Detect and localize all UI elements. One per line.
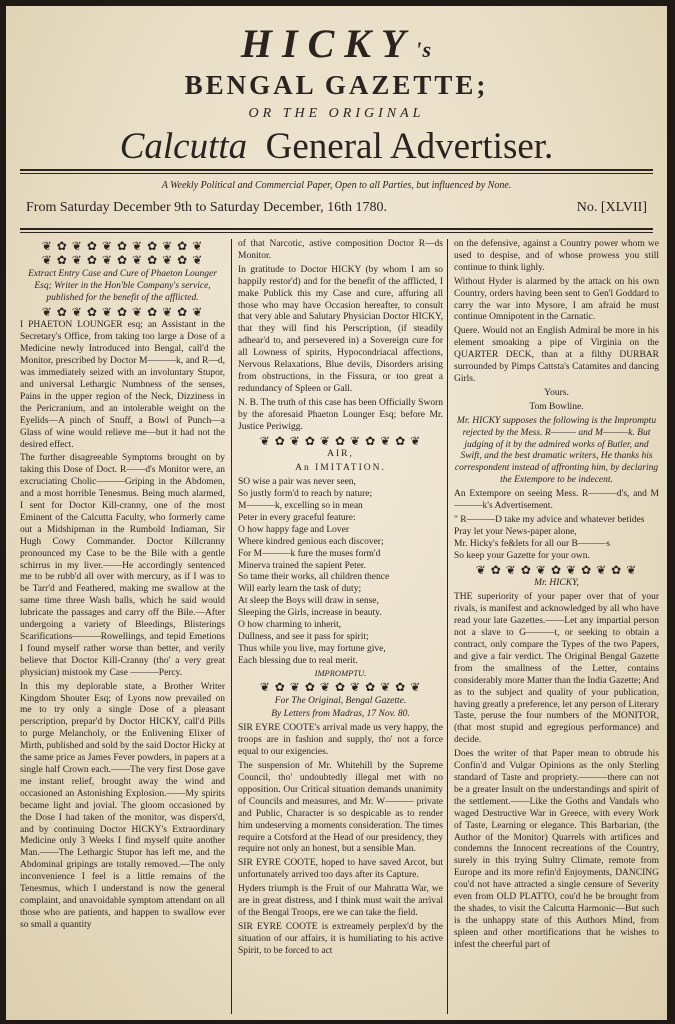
verse-line: Pray let your News-paper alone, — [454, 526, 577, 537]
issue-number: No. [XLVII] — [576, 200, 647, 215]
article-paragraph: SIR EYRE COOTE, hoped to have saved Arcot, but unfortunately arrived too days after its Capture. — [238, 858, 443, 881]
poem-line: Sleeping the Girls, increase in beauty. — [238, 608, 382, 619]
poem-line: O how happy fage and Lover — [238, 524, 350, 535]
column-divider — [231, 239, 232, 1014]
poem-line: Minerva trained the sapient Peter. — [238, 560, 366, 571]
verse — [454, 515, 659, 563]
letter-heading: Mr. HICKY, — [534, 578, 579, 589]
article-heading: Extract Entry Case and Cure of Phaeton Lounger Esq; Writer in the Hon'ble Company's service, published for the benefit of the afflicted. — [28, 268, 217, 303]
poem-line: Thus while you live, may fortune give, — [238, 643, 386, 654]
ornament-border: ❦ ✿ ❦ ✿ ❦ ✿ ❦ ✿ ❦ ✿ ❦ — [41, 304, 204, 319]
masthead-general-advertiser: General Advertiser. — [265, 126, 554, 167]
poem-line: Will early learn the task of duty; — [238, 584, 362, 595]
masthead-rule-thin — [20, 173, 653, 174]
poem — [238, 477, 443, 668]
masthead-rule — [20, 169, 653, 171]
article-paragraph: N. B. The truth of this case has been Officially Sworn by the aforesaid Phaeton Lounger Esq; before Mr. Justice Periwigg. — [238, 397, 443, 432]
article-paragraph: Quere. Would not an English Admiral be more in his element smoaking a pipe of Virginia on the QUARTER DECK, than at a filthy DURBAR surrounded by Pimps Cattsta's Catamites and dancing Girls. — [454, 326, 659, 384]
poem-heading: AIR, — [327, 449, 354, 460]
dateline-rule-thin — [20, 232, 653, 233]
column-2 — [238, 239, 443, 1019]
date-range: From Saturday December 9th to Saturday December, 16th 1780. — [26, 200, 388, 215]
poem-line: Dullness, and see it pass for spirit; — [238, 632, 369, 642]
poem-subheading: An IMITATION. — [295, 463, 386, 474]
article-paragraph: of that Narcotic, astive composition Doctor R—ds Monitor. — [238, 239, 443, 261]
column-1 — [20, 239, 225, 1019]
tagline: A Weekly Political and Commercial Paper, Open to all Parties, but influenced by None. — [161, 180, 512, 191]
article-paragraph: SIR EYRE COOTE is extreamely perplex'd by the situation of our affairs, it is humiliating to his active Spirit, to be forced to act — [238, 921, 443, 956]
newspaper-page — [6, 6, 667, 1020]
masthead-calcutta: Calcutta — [119, 126, 248, 167]
verse-line: So keep your Gazette for your own. — [454, 550, 590, 561]
masthead-hicky: HICKY — [240, 21, 416, 66]
poem-line: For M———k fure the muses form'd — [238, 548, 381, 559]
article-paragraph: In this my deplorable state, a Brother Writer Kingdom Shouter Esq; of Lyons now prevailed on me to try only a single Dose of a pleasant perscription, prepar'd by Doctor HICKY, call'd Pills to purge Melancholy, or the Enlivening Elixer of Mirth, published and sold by the said Doctor Hicky at the same price as James Fever powders, in papers at a single half Crown each.——The very first Dose gave me instant relief, brought away the wind and occasioned an Astonishing Explosion.——My spirits became light and jovial. The gloom occasioned by the Dose I had taken of the monitor, was dispers'd, and by continuing Doctor HICKY's Extraordinary Medicine only 3 Weeks I find myself quite another Man.——The Lethargic Stupor has left me, and the Abdominal gripings are totally removed.—The only inconvenience I feel is a little remains of the Tenesmus, which I understand is now the general complaint, and unavoidable symptom attendant on all those who are patients, and happen to swallow ever so small a quantity — [20, 681, 225, 930]
impromptu-label: IMPROMPTU. — [314, 667, 367, 678]
column-divider — [447, 239, 448, 1014]
poem-line: At sleep the Boys will draw in sense, — [238, 596, 379, 607]
article-paragraph: An Extempore on seeing Mess. R———d's, and M———k's Advertisement. — [454, 489, 659, 512]
dispatch-line: By Letters from Madras, 17 Nov. 80. — [271, 709, 410, 720]
article-paragraph: THE superiority of your paper over that of your rivals, is manifest and acknowledged by all who have read your late Gazettes.——Let any impartial person not a slave to G———t, or seeking to obtain a contract, only compare the Types of the two Papers, and give a fair verdict. The Original Bengal Gazette from the smallness of the Letter, contains considerably more Matter than the India Gazette; And as to the subject and quality of your publication, having greatly a preference, let any person of Literary Taste, peruse the four numbers of the MONITOR, (that most stupid and egregious performance) and decide. — [454, 592, 659, 746]
masthead-calcutta-general-advertiser — [6, 125, 667, 168]
ornament-border: ❦ ✿ ❦ ✿ ❦ ✿ ❦ ✿ ❦ ✿ ❦ — [259, 679, 422, 694]
article-paragraph: on the defensive, against a Country power whom we used to despise, and of whose prowess you still continue to think lighly. — [454, 239, 659, 273]
ornament-border: ❦ ✿ ❦ ✿ ❦ ✿ ❦ ✿ ❦ ✿ ❦ — [41, 252, 204, 267]
masthead-title-hicky — [6, 20, 667, 67]
dateline-rule — [20, 228, 653, 230]
editor-note: Mr. HICKY supposes the following is the Impromptu rejected by the Mess. R——— and M———k. But judging of it by the admired works of Butler, and Swift, and the best dramatic writers, He thanks his correspondent instead of affronting him, by declaring the Extempore to be indecent. — [454, 415, 659, 486]
article-paragraph: Does the writer of that Paper mean to obtrude his Confin'd and Vulgar Opinions as the only Sterling standard of Taste and propriety.———there can not be a greater Insult on the understandings and spirit of the settlement.——Like the Goths and Vandals who waged Destructive War in Greece, with every Work of Taste, Learning or elegance. This Barbarian, (the Author of the Monitor) Quarrels with artifices and condemns the Innocent recreations of the Country, surely in this trying Sultry Climate, remote from Europe and its more refin'd Enjoyments, DANCING cou'd not have attracted a single censure of Severity even from OLD PLATTO, cou'd he be brought from the shades, to visit the Calcutta Harmonic—But such is the unhappy state of this Authors Mind, from spleen and other mortifications that he wishes to infest the cheerful part of — [454, 749, 659, 950]
ornament-border: ❦ ✿ ❦ ✿ ❦ ✿ ❦ ✿ ❦ ✿ ❦ — [475, 562, 638, 577]
poem-line: Peter in every graceful feature: — [238, 512, 356, 523]
signature-yours: Yours. — [544, 387, 569, 398]
dateline — [26, 200, 647, 216]
poem-line: O how charming to inherit, — [238, 620, 342, 631]
article-paragraph: The further disagreeable Symptoms brought on by taking this Dose of Doct. R——d's Monitor were, an excruciating Cholic———Griping in the Abdomen, and a most horrible Tenesmus. Being much alarmed, I sent for Doctor Kill-cranny, one of the most Eminent of the Calcutta Faculty, who formerly came out a Midshipman in the Rumbold Indiaman, Sir Hugh Cowy Commander. Doctor Killcranny pronounced my Case to be the Bile with a gentle schirrus in my liver.——He accordingly sentenced me to be rubb'd all over with mercury, as if I was to be Tarr'd and Feathered, making me swallow at the same time three Wash balls, which he said would lubricate the passages and carry off the Bile.—After undergoing a variety of Bleedings, Blisterings Scarifications———Rowellings, and tepid Emetions I found myself rather worse than better, and verily believe that Doctor Kill-Cranny (tho' a very great physician) mistook my Case ———Percy. — [20, 453, 225, 678]
article-paragraph: Hyders triumph is the Fruit of our Mahratta War, we are in great distress, and I think must wait the arrival of the Bengal Troops, ere we can take the field. — [238, 884, 443, 918]
article-paragraph: In gratitude to Doctor HICKY (by whom I am so happily restor'd) and for the benefit of the afflicted, I make Publick this my Case and cure, affuring all those who may have Occasion hereafter, to consult that very able and Salutary Physician Doctor HICKY, that they will find his Perscription, (if steadily adhear'd to, and persevered in) a Sovereign cure for all Lowness of spirits, Hypocondriacal affections, Nervous Relaxations, Blue devils, Disorders arising from obstructions, in the Fissura, or too great a redundancy of Spleen or Gall. — [238, 264, 443, 394]
poem-line: SO wise a pair was never seen, — [238, 477, 356, 488]
article-heading: For The Original, Bengal Gazette. — [274, 695, 407, 706]
article-paragraph: I PHAETON LOUNGER esq; an Assistant in the Secretary's Office, from taking too large a Dose of a Medicine newly Introduced into Bengal, call'd the Monitor, prescribed by Doctor M———k, and R—d, was immediately seized with an involuntary Stupor, and universal Lethargic Numbness of the senses, Pains in the upper region of the Neck, Dizziness in the Pericranium, and an intolerable weight on the Eyelids—A pinch of Snuff, a Bowl of Punch—a Glass of wine would relieve me—but it had not the desired effect. — [20, 320, 225, 450]
poem-line: Where kindred genious each discover; — [238, 536, 384, 547]
poem-line: M———k, excelling so in mean — [238, 501, 363, 512]
article-paragraph: SIR EYRE COOTE's arrival made us very happy, the troops are in fashion and supply, tho' not a force equal to our exigencies. — [238, 723, 443, 758]
article-paragraph: Without Hyder is alarmed by the attack on his own Country, orders having been sent to Gen'l Goddard to carry the war into Mysore, I am afraid he must continue Omnipotent in the Carnatic. — [454, 276, 659, 323]
poem-line: So tame their works, all children thence — [238, 572, 390, 583]
article-paragraph: The suspension of Mr. Whitehill by the Supreme Council, tho' undoubtedly illegal met with no opposition. Our Critical situation demands unanimity of Councils and measures, and Mr. W——— private and Public, Character is so despicable as to render him undeserving a moments consideration. The times require a Cotsford at the Head of our presidency, they require not only an honest, but a sensible Man. — [238, 761, 443, 855]
masthead-hicky-suffix: 's — [415, 37, 433, 62]
poem-line: Each blessing due to real merit. — [238, 655, 358, 666]
ornament-border: ❦ ✿ ❦ ✿ ❦ ✿ ❦ ✿ ❦ ✿ ❦ — [41, 239, 204, 253]
column-3 — [454, 239, 659, 1019]
verse-line: Mr. Hicky's fe&lets for all our B———s — [454, 538, 611, 549]
masthead-or-the-original: OR THE ORIGINAL — [248, 106, 425, 121]
signature-name: Tom Bowline. — [529, 401, 584, 412]
poem-line: So justly form'd to reach by nature; — [238, 489, 373, 500]
masthead-bengal-gazette: BENGAL GAZETTE; — [184, 70, 489, 100]
verse-line: " R———D take my advice and whatever betides — [454, 514, 645, 525]
ornament-border: ❦ ✿ ❦ ✿ ❦ ✿ ❦ ✿ ❦ ✿ ❦ — [259, 433, 422, 448]
